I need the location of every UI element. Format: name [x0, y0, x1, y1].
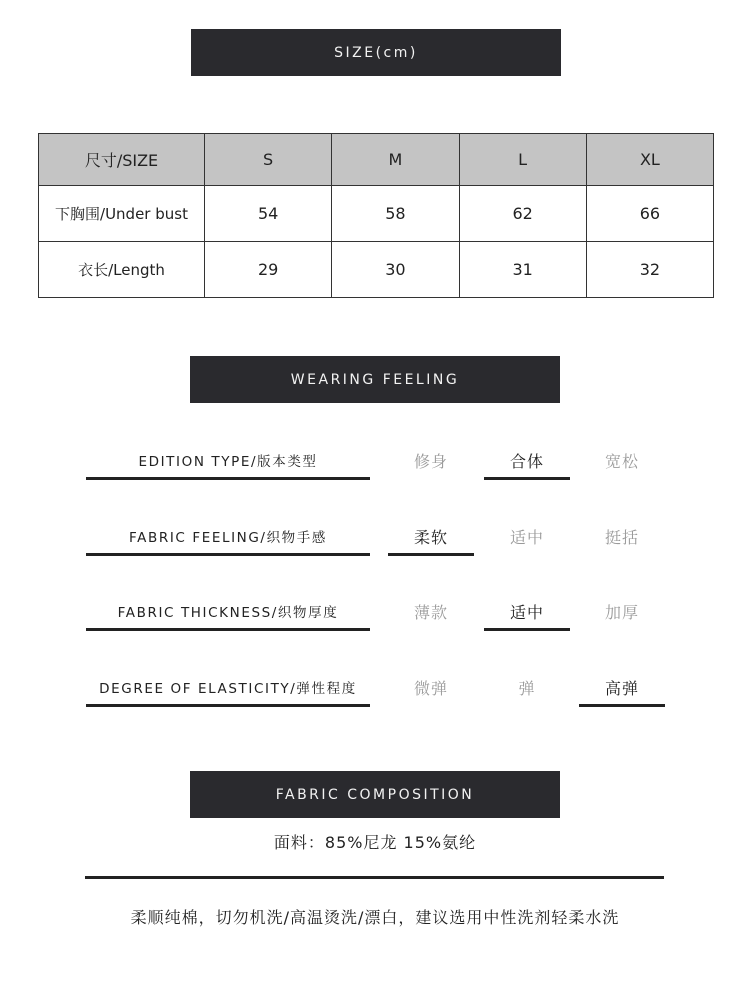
table-cell: 32	[586, 242, 713, 298]
size-table-header-cell: 尺寸/SIZE	[39, 134, 205, 186]
table-cell: 29	[205, 242, 332, 298]
table-row	[39, 242, 714, 298]
feel-option: 宽松	[604, 451, 639, 471]
table-row	[39, 186, 714, 242]
feel-row-edition-type	[0, 443, 750, 483]
feel-row-label: FABRIC THICKNESS/织物厚度	[86, 594, 370, 631]
size-table-header-row	[39, 134, 714, 186]
feel-option: 微弹	[413, 678, 448, 698]
divider	[85, 876, 664, 879]
table-cell: 30	[332, 242, 459, 298]
size-table-header-cell: S	[205, 134, 332, 186]
size-section-title: SIZE(cm)	[334, 44, 418, 61]
feel-option: 弹	[518, 678, 536, 698]
feel-option: 高弹	[579, 670, 665, 707]
size-table-header-cell: XL	[586, 134, 713, 186]
feel-option: 修身	[413, 451, 448, 471]
wearing-feeling-title: WEARING FEELING	[290, 371, 460, 388]
wearing-feeling-banner	[190, 356, 560, 403]
feel-option: 柔软	[388, 519, 474, 556]
fabric-composition-title: FABRIC COMPOSITION	[275, 786, 475, 803]
care-instructions: 柔顺纯棉，切勿机洗/高温烫洗/漂白，建议选用中性洗剂轻柔水洗	[130, 908, 620, 927]
size-section-banner	[191, 29, 561, 76]
table-cell: 62	[459, 186, 586, 242]
size-table-header-cell: M	[332, 134, 459, 186]
table-cell: 54	[205, 186, 332, 242]
feel-option: 适中	[484, 594, 570, 631]
feel-option: 适中	[509, 527, 544, 547]
feel-row-label: EDITION TYPE/版本类型	[86, 443, 370, 480]
feel-option: 挺括	[604, 527, 639, 547]
table-cell: 58	[332, 186, 459, 242]
size-table	[38, 133, 714, 298]
row-label: 衣长/Length	[39, 242, 205, 298]
feel-option: 加厚	[604, 602, 639, 622]
feel-row-label: DEGREE OF ELASTICITY/弹性程度	[86, 670, 370, 707]
feel-row-elasticity	[0, 670, 750, 710]
feel-row-fabric-feeling	[0, 519, 750, 559]
table-cell: 66	[586, 186, 713, 242]
feel-row-fabric-thickness	[0, 594, 750, 634]
size-table-header-cell: L	[459, 134, 586, 186]
fabric-composition-banner	[190, 771, 560, 818]
feel-option: 薄款	[413, 602, 448, 622]
fabric-composition-text: 面料：85%尼龙 15%氨纶	[273, 833, 477, 852]
feel-row-label: FABRIC FEELING/织物手感	[86, 519, 370, 556]
table-cell: 31	[459, 242, 586, 298]
feel-option: 合体	[484, 443, 570, 480]
row-label: 下胸围/Under bust	[39, 186, 205, 242]
